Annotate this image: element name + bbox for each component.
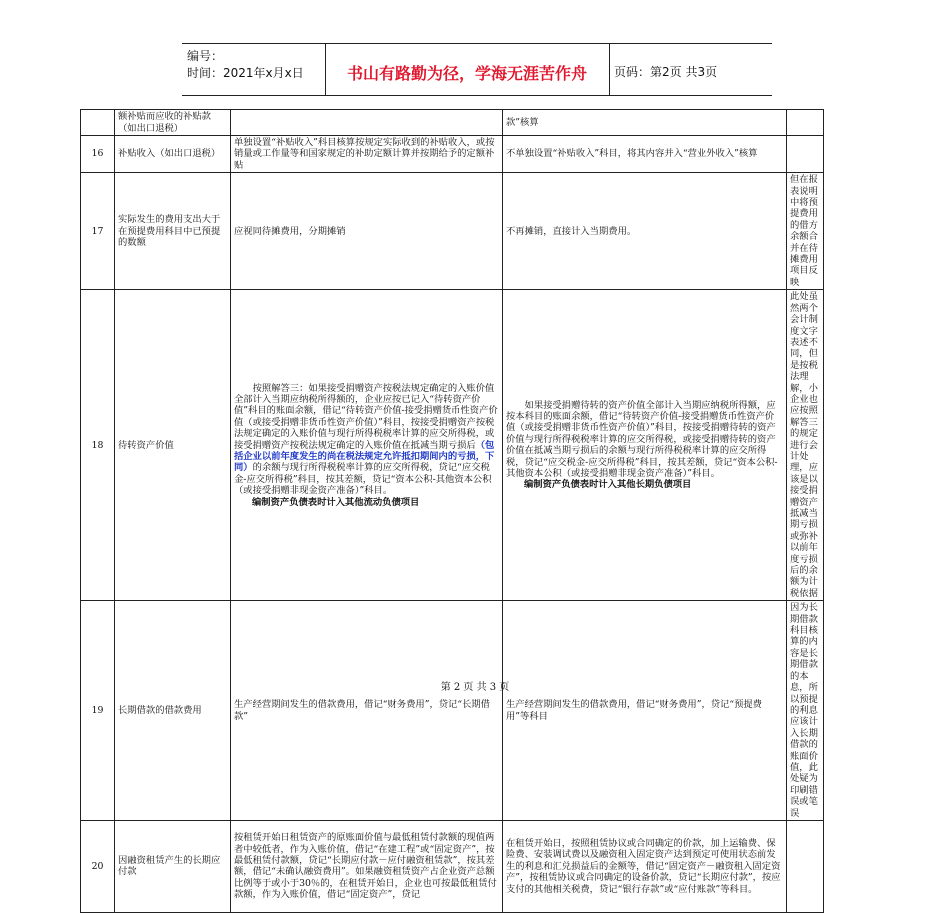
- enterprise-system-cell: 按租赁开始日租赁资产的原账面价值与最低租赁付款额的现值两者中较低者，作为入账价值，借记“在建工程”或“固定资产”，按最低租赁付款额，贷记“长期应付款－应付融资租赁款”，按其差额，借记“未确认融资费用”。如果融资租赁资产占企业资产总额比例等于或小于30％的，在租赁开始日，企业也可按最低租赁付款额，作为入账价值，借记“固定资产”，贷记: [231, 820, 503, 912]
- highlighted-note: （包括企业以前年度发生的尚在税法规定允许抵扣期间内的亏损，下同）: [234, 439, 495, 474]
- remark-cell: [787, 110, 824, 136]
- small-enterprise-system-cell: 在租赁开始日，按照租赁协议或合同确定的价款，加上运输费、保险费、安装调试费以及融资租入固定资产达到预定可使用状态前发生的利息和汇兑损益后的金额等，借记“固定资产－融资租入固定资产”，按租赁协议或合同确定的设备价款，贷记“长期应付款”，按应支付的其他相关税费，贷记“银行存款”或“应付账款”等科目。: [503, 820, 787, 912]
- item-cell: 补贴收入（如出口退税）: [115, 136, 231, 173]
- item-cell: 长期借款的借款费用: [115, 601, 231, 821]
- header-motto: 书山有路勤为径，学海无涯苦作舟: [346, 64, 587, 83]
- header-number: 编号：: [187, 49, 224, 63]
- small-enterprise-system-cell: [503, 290, 787, 601]
- table-row: [81, 110, 824, 136]
- row-number-cell: 17: [81, 173, 115, 290]
- enterprise-system-cell: 生产经营期间发生的借款费用，借记“财务费用”，贷记“长期借款”: [231, 601, 503, 821]
- answer-text-part1: 按照解答三：如果接受捐赠资产按税法规定确定的入账价值全部计入当期应纳税所得额的，企业应按已记入“待转资产价值”科目的账面余额，借记“待转资产价值-接受捐赠货币性资产价值（或接受捐赠非货币性资产价值）”科目，按接受捐赠资产按税法规定确定的入账价值与现行所得税税率计算的应交所得税，或接受捐赠资产按税法规定确定的入账价值在抵减当期亏损后: [234, 382, 498, 451]
- small-enterprise-system-cell: 不再摊销，直接计入当期费用。: [503, 173, 787, 290]
- answer-three-text: [234, 383, 499, 497]
- remark-cell: 因为长期借款科目核算的内容是长期借款的本息，所以预提的利息应该计入长期借款的账面价值，此处疑为印刷错误或笔误: [787, 601, 824, 821]
- remark-cell: [787, 820, 824, 912]
- enterprise-system-cell: 应视同待摊费用，分期摊销: [231, 173, 503, 290]
- item-cell: 实际发生的费用支出大于在预提费用科目中已预提的数额: [115, 173, 231, 290]
- row-number-cell: 18: [81, 290, 115, 601]
- item-cell: 因融资租赁产生的长期应付款: [115, 820, 231, 912]
- header-time: 时间：2021年x月x日: [187, 66, 304, 80]
- header-page-number: 页码：第2页 共3页: [614, 65, 718, 79]
- row-number-cell: 16: [81, 136, 115, 173]
- header-divider: [325, 44, 326, 95]
- small-enterprise-system-cell: 款”核算: [503, 110, 787, 136]
- balance-sheet-note: 编制资产负债表时计入其他长期负债项目: [524, 479, 692, 491]
- enterprise-system-cell: 单独设置“补贴收入”科目核算按规定实际收到的补贴收入，或按销量或工作量等和国家规定的补助定额计算并按期给予的定额补贴: [231, 136, 503, 173]
- table-row: [81, 601, 824, 821]
- enterprise-system-cell: [231, 290, 503, 601]
- header-divider: [609, 44, 610, 95]
- header-meta: [187, 48, 304, 82]
- row-number-cell: 20: [81, 820, 115, 912]
- table-row: [81, 173, 824, 290]
- row-number-cell: 19: [81, 601, 115, 821]
- balance-sheet-note: 编制资产负债表时计入其他流动负债项目: [252, 496, 420, 508]
- small-enterprise-system-cell: 生产经营期间发生的借款费用，借记“财务费用”，贷记“预提费用”等科目: [503, 601, 787, 821]
- small-enterprise-system-cell: 不单独设置“补贴收入”科目，将其内容并入“营业外收入”核算: [503, 136, 787, 173]
- item-cell: 待转资产价值: [115, 290, 231, 601]
- small-enterprise-text: 如果接受捐赠待转的资产价值全部计入当期应纳税所得额，应按本科目的账面余额，借记“待转资产价值-接受捐赠货币性资产价值（或接受捐赠非货币性资产价值）”科目，按接受捐赠待转的资产价值与现行所得税税率计算的应交所得税，或接受捐赠待转的资产价值在抵减当期亏损后的余额与现行所得税税率计算的应交所得税，贷记“应交税金-应交所得税”科目，按其差额，贷记“资本公积-其他资本公积（或接受捐赠非现金资产准备）”科目。: [506, 399, 778, 480]
- table-row: [81, 290, 824, 601]
- remark-cell: [787, 136, 824, 173]
- row-number-cell: [81, 110, 115, 136]
- page-header: [182, 43, 772, 96]
- table-row: [81, 820, 824, 912]
- table-row: [81, 136, 824, 173]
- remark-cell: 此处虽然两个会计制度文字表述不同，但是按税法理解，小企业也应按照解答三的规定进行会计处理，应该是以接受捐赠资产抵减当期亏损或弥补以前年度亏损后的余额为计税依据: [787, 290, 824, 601]
- enterprise-system-cell: [231, 110, 503, 136]
- answer-text-part2: 的余额与现行所得税税率计算的应交所得税，贷记“应交税金-应交所得税”科目，按其差额，贷记“资本公积-其他资本公积（或接受捐赠非现金资产准备）”科目。: [234, 462, 492, 497]
- page-footer: 第 2 页 共 3 页: [440, 682, 510, 693]
- item-cell: 额补贴而应收的补贴款（如出口退税）: [115, 110, 231, 136]
- remark-cell: 但在报表说明中将预提费用的借方余额合并在待摊费用项目反映: [787, 173, 824, 290]
- comparison-table: [80, 109, 824, 913]
